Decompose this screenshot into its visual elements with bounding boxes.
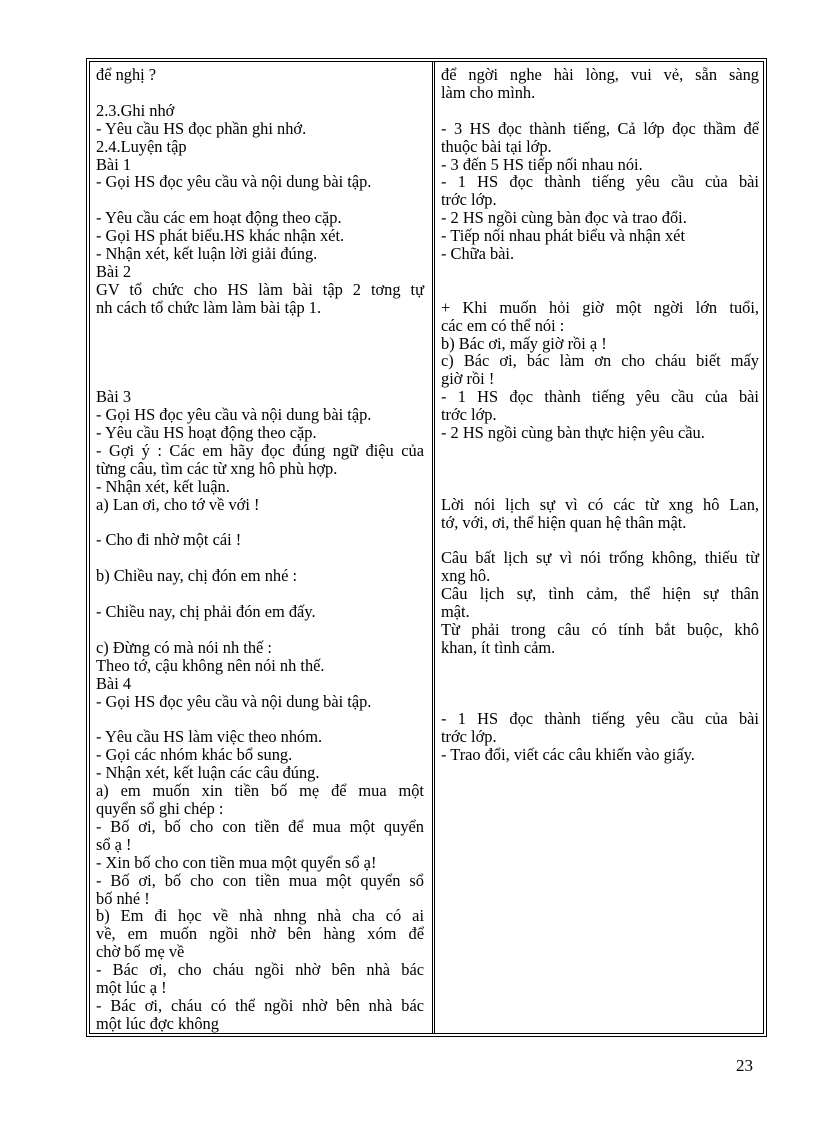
- right-line: - Trao đổi, viết các câu khiến vào giấy.: [441, 745, 695, 765]
- right-line: Câu lịch sự, tình cảm, thể hiện sự thân: [441, 584, 759, 604]
- left-line: - Bố ơi, bố cho con tiền mua một quyển sổ: [96, 870, 424, 890]
- left-line: Bài 4: [96, 673, 132, 693]
- left-line: - Yêu cầu HS đọc phần ghi nhớ.: [96, 118, 307, 138]
- left-line: - Bác ơi, cho cháu ngồi nhờ bên nhà bác: [96, 960, 424, 980]
- right-line: - Tiếp nối nhau phát biểu và nhận xét: [441, 226, 686, 246]
- left-line: - Gợi ý : Các em hãy đọc đúng ngữ điệu của: [96, 440, 424, 460]
- right-line: trớc lớp.: [441, 405, 497, 425]
- right-line: b) Bác ơi, mấy giờ rồi ạ !: [441, 333, 607, 353]
- left-line: Theo tớ, cậu không nên nói nh thế.: [96, 655, 325, 675]
- left-line: [96, 352, 424, 370]
- lesson-table-inner-border: [89, 61, 764, 1034]
- left-line: về, em muốn ngồi nhờ bên hàng xóm để: [96, 924, 424, 944]
- left-line: a) em muốn xin tiền bố mẹ để mua một: [96, 781, 424, 801]
- left-line: - Nhận xét, kết luận.: [96, 476, 230, 496]
- student-activities-column: [441, 66, 759, 764]
- left-line: b) Em đi học về nhà nhng nhà cha có ai: [96, 906, 424, 926]
- right-line: Lời nói lịch sự vì có các từ xng hô Lan,: [441, 494, 759, 514]
- page-number: 23: [736, 1056, 753, 1075]
- left-line: [96, 514, 424, 532]
- right-line: [441, 531, 759, 549]
- column-divider: [432, 62, 433, 1033]
- right-line: + Khi muốn hỏi giờ một ngời lớn tuổi,: [441, 297, 759, 317]
- left-line: từng câu, tìm các từ xng hô phù hợp.: [96, 458, 338, 478]
- right-line: để ngời nghe hài lòng, vui vẻ, sẵn sàng: [441, 65, 759, 84]
- right-line: tớ, với, ơi, thể hiện quan hệ thân mật.: [441, 512, 687, 532]
- lesson-table: [86, 58, 767, 1037]
- right-line: Từ phải trong câu có tính bắt buộc, khô: [441, 619, 759, 639]
- left-line: [96, 710, 424, 728]
- left-line: để nghị ?: [96, 65, 157, 84]
- left-line: Bài 2: [96, 261, 132, 281]
- left-line: b) Chiều nay, chị đón em nhé :: [96, 566, 298, 586]
- right-line: - 3 HS đọc thành tiếng, Cả lớp đọc thầm để: [441, 118, 759, 138]
- left-line: Bài 3: [96, 387, 132, 407]
- right-line: [441, 478, 759, 496]
- left-line: [96, 585, 424, 603]
- right-line: c) Bác ơi, bác làm ơn cho cháu biết mấy: [441, 351, 759, 371]
- left-line: - Yêu cầu HS làm việc theo nhóm.: [96, 727, 323, 747]
- right-line: - 2 HS ngồi cùng bàn thực hiện yêu cầu.: [441, 423, 705, 443]
- left-line: - Xin bố cho con tiền mua một quyển sổ ạ!: [96, 852, 377, 872]
- left-line: sổ ạ !: [96, 834, 132, 854]
- right-line: trớc lớp.: [441, 190, 497, 210]
- right-line: mật.: [441, 602, 470, 622]
- left-line: - Gọi HS đọc yêu cầu và nội dung bài tập.: [96, 172, 372, 192]
- left-line: c) Đừng có mà nói nh thế :: [96, 637, 272, 657]
- right-line: - Chữa bài.: [441, 244, 515, 264]
- right-line: [441, 460, 759, 478]
- left-line: - Bác ơi, cháu có thể ngồi nhờ bên nhà bác: [96, 995, 424, 1015]
- right-line: giờ rồi !: [441, 369, 495, 389]
- left-line: - Gọi các nhóm khác bổ sung.: [96, 745, 293, 765]
- right-line: Câu bất lịch sự vì nói trống không, thiếu từ: [441, 548, 759, 568]
- left-line: một lúc đợc không: [96, 1013, 219, 1033]
- left-line: bố nhé !: [96, 888, 150, 908]
- left-line: - Gọi HS đọc yêu cầu và nội dung bài tập.: [96, 691, 372, 711]
- left-line: [96, 370, 424, 388]
- right-line: xng hô.: [441, 566, 491, 586]
- left-line: - Nhận xét, kết luận lời giải đúng.: [96, 244, 318, 264]
- right-line: [441, 442, 759, 460]
- left-line: [96, 549, 424, 567]
- right-line: [441, 281, 759, 299]
- right-line: các em có thể nói :: [441, 315, 565, 335]
- left-line: [96, 191, 424, 209]
- left-line: - Gọi HS phát biểu.HS khác nhận xét.: [96, 226, 345, 246]
- right-line: [441, 102, 759, 120]
- right-line: - 1 HS đọc thành tiếng yêu cầu của bài: [441, 709, 759, 729]
- right-line: [441, 693, 759, 711]
- right-line: - 3 đến 5 HS tiếp nối nhau nói.: [441, 154, 643, 174]
- right-line: khan, ít tình cảm.: [441, 637, 556, 657]
- left-line: - Cho đi nhờ một cái !: [96, 530, 242, 550]
- right-line: [441, 675, 759, 693]
- left-line: GV tổ chức cho HS làm bài tập 2 tơng tự: [96, 279, 424, 299]
- right-line: [441, 657, 759, 675]
- left-line: - Yêu cầu các em hoạt động theo cặp.: [96, 208, 342, 228]
- left-line: - Yêu cầu HS hoạt động theo cặp.: [96, 423, 317, 443]
- left-line: 2.4.Luyện tập: [96, 136, 187, 156]
- left-line: a) Lan ơi, cho tớ về với !: [96, 494, 260, 514]
- left-line: một lúc ạ !: [96, 978, 167, 998]
- right-line: - 2 HS ngồi cùng bàn đọc và trao đổi.: [441, 208, 687, 228]
- right-line: - 1 HS đọc thành tiếng yêu cầu của bài: [441, 387, 759, 407]
- left-line: [96, 84, 424, 102]
- left-line: Bài 1: [96, 154, 132, 174]
- right-line: - 1 HS đọc thành tiếng yêu cầu của bài: [441, 172, 759, 192]
- left-line: quyển sổ ghi chép :: [96, 798, 224, 818]
- right-line: thuộc bài tại lớp.: [441, 136, 552, 156]
- left-line: nh cách tổ chức làm làm bài tập 1.: [96, 297, 322, 317]
- left-line: [96, 621, 424, 639]
- left-line: [96, 335, 424, 353]
- right-line: làm cho mình.: [441, 82, 536, 102]
- left-line: - Gọi HS đọc yêu cầu và nội dung bài tập.: [96, 405, 372, 425]
- left-line: [96, 317, 424, 335]
- left-line: chờ bố mẹ về: [96, 942, 185, 962]
- right-line: trớc lớp.: [441, 727, 497, 747]
- left-line: - Nhận xét, kết luận các câu đúng.: [96, 763, 320, 783]
- left-line: - Chiều nay, chị phải đón em đấy.: [96, 602, 316, 622]
- left-line: 2.3.Ghi nhớ: [96, 100, 175, 120]
- right-line: [441, 263, 759, 281]
- teacher-activities-column: [96, 66, 424, 1033]
- left-line: - Bố ơi, bố cho con tiền để mua một quyển: [96, 816, 424, 836]
